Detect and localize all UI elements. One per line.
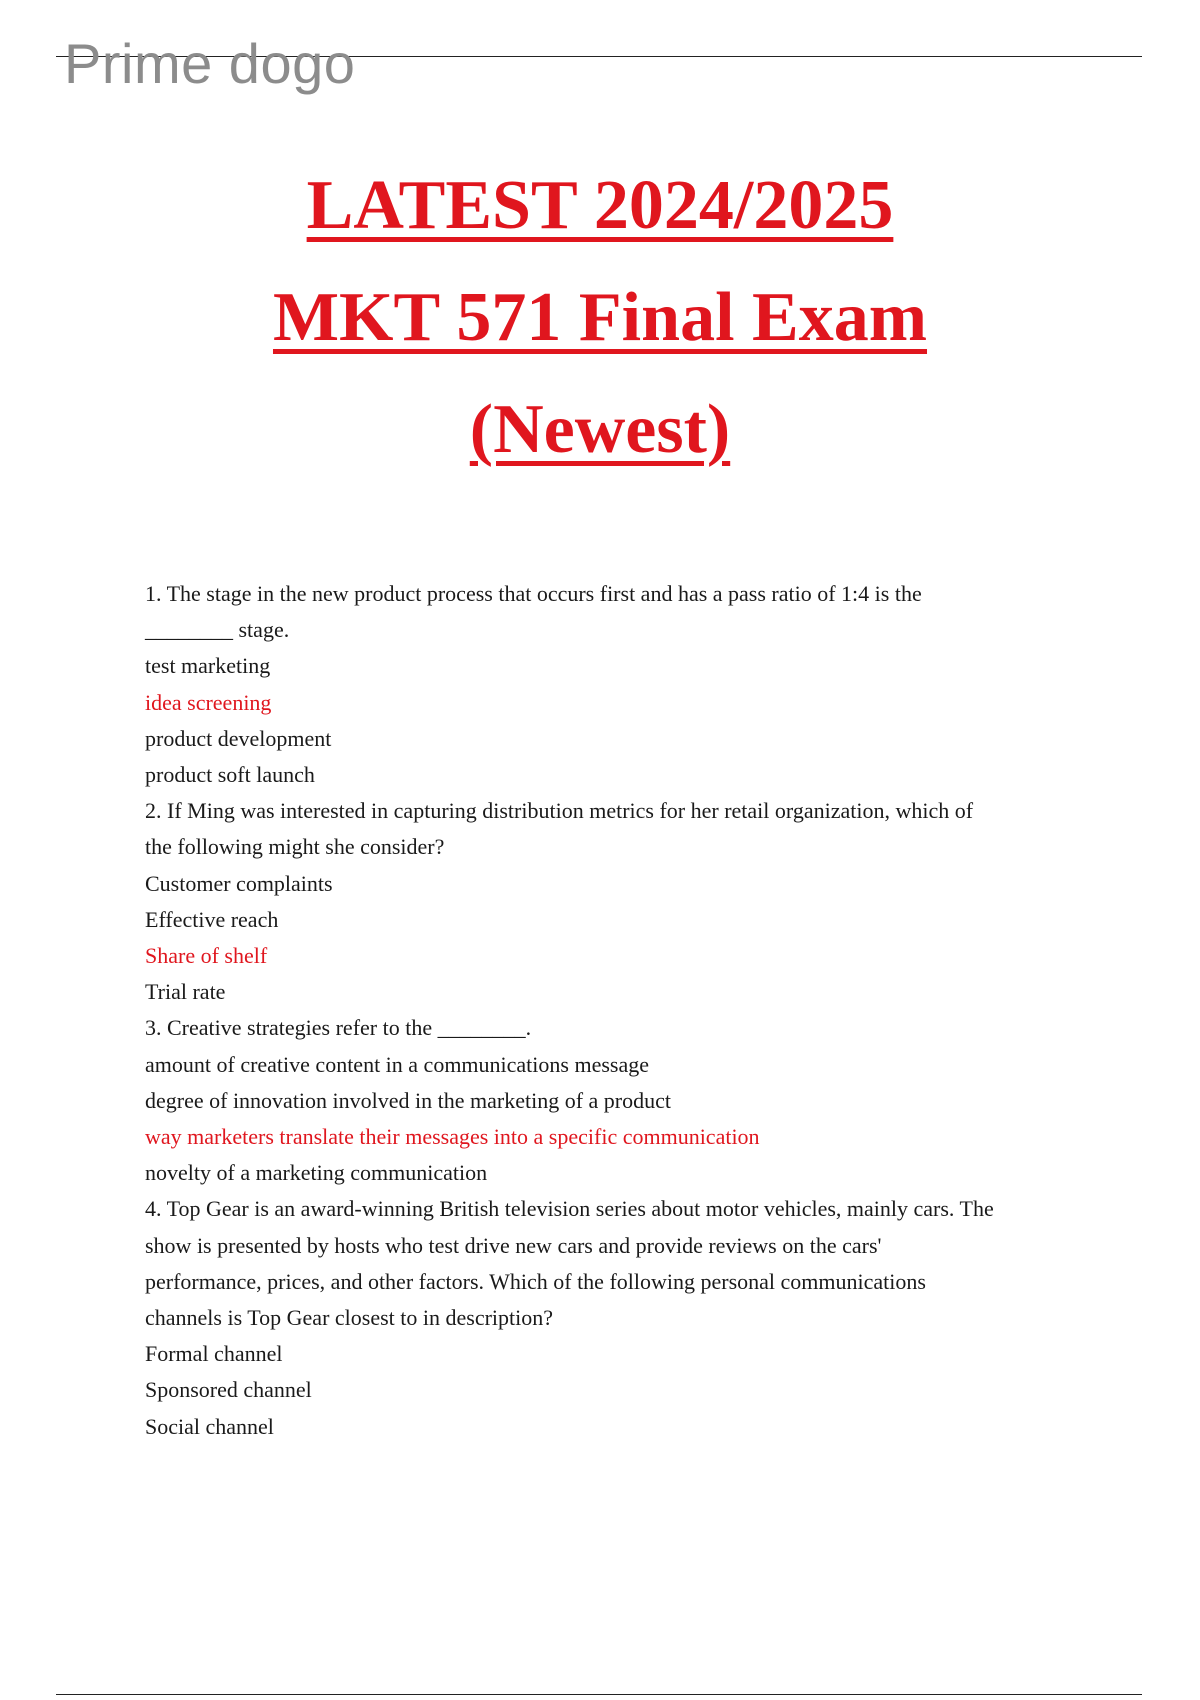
title-line-3: (Newest) bbox=[469, 391, 731, 468]
answer-option: test marketing bbox=[145, 653, 271, 679]
answer-option: degree of innovation involved in the marketing of a product bbox=[145, 1087, 672, 1113]
question-block bbox=[145, 1191, 1095, 1444]
question-block bbox=[145, 576, 1095, 793]
title-line-2: MKT 571 Final Exam bbox=[272, 279, 928, 356]
watermark: Prime dogo bbox=[64, 32, 356, 95]
answer-option: product soft launch bbox=[145, 762, 315, 788]
document-title bbox=[0, 150, 1200, 486]
question-block bbox=[145, 1010, 1095, 1191]
correct-answer-option: Share of shelf bbox=[145, 943, 268, 969]
question-text: channels is Top Gear closest to in description? bbox=[145, 1305, 554, 1331]
question-text: performance, prices, and other factors. Which of the following personal communications bbox=[145, 1268, 926, 1294]
answer-option: Sponsored channel bbox=[145, 1377, 312, 1403]
question-text: ________ stage. bbox=[145, 617, 290, 643]
footer-rule bbox=[56, 1694, 1142, 1695]
answer-option: Customer complaints bbox=[145, 870, 333, 896]
title-line-1: LATEST 2024/2025 bbox=[306, 167, 894, 244]
answer-option: Social channel bbox=[145, 1413, 274, 1439]
answer-option: Formal channel bbox=[145, 1341, 283, 1367]
question-block bbox=[145, 793, 1095, 1010]
correct-answer-option: idea screening bbox=[145, 689, 272, 715]
answer-option: Trial rate bbox=[145, 979, 226, 1005]
answer-option: product development bbox=[145, 725, 332, 751]
question-text: 2. If Ming was interested in capturing distribution metrics for her retail organization, which of bbox=[145, 798, 974, 824]
correct-answer-option: way marketers translate their messages into a specific communication bbox=[145, 1124, 760, 1150]
question-list bbox=[145, 576, 1095, 1445]
question-text: 1. The stage in the new product process that occurs first and has a pass ratio of 1:4 is the bbox=[145, 581, 922, 606]
question-text: the following might she consider? bbox=[145, 834, 445, 860]
answer-option: Effective reach bbox=[145, 906, 279, 932]
answer-option: amount of creative content in a communications message bbox=[145, 1051, 650, 1077]
question-text: 3. Creative strategies refer to the ________. bbox=[145, 1015, 532, 1041]
question-text: show is presented by hosts who test drive new cars and provide reviews on the cars' bbox=[145, 1232, 882, 1258]
question-text: 4. Top Gear is an award-winning British television series about motor vehicles, mainly cars. The bbox=[145, 1196, 994, 1222]
answer-option: novelty of a marketing communication bbox=[145, 1160, 488, 1186]
